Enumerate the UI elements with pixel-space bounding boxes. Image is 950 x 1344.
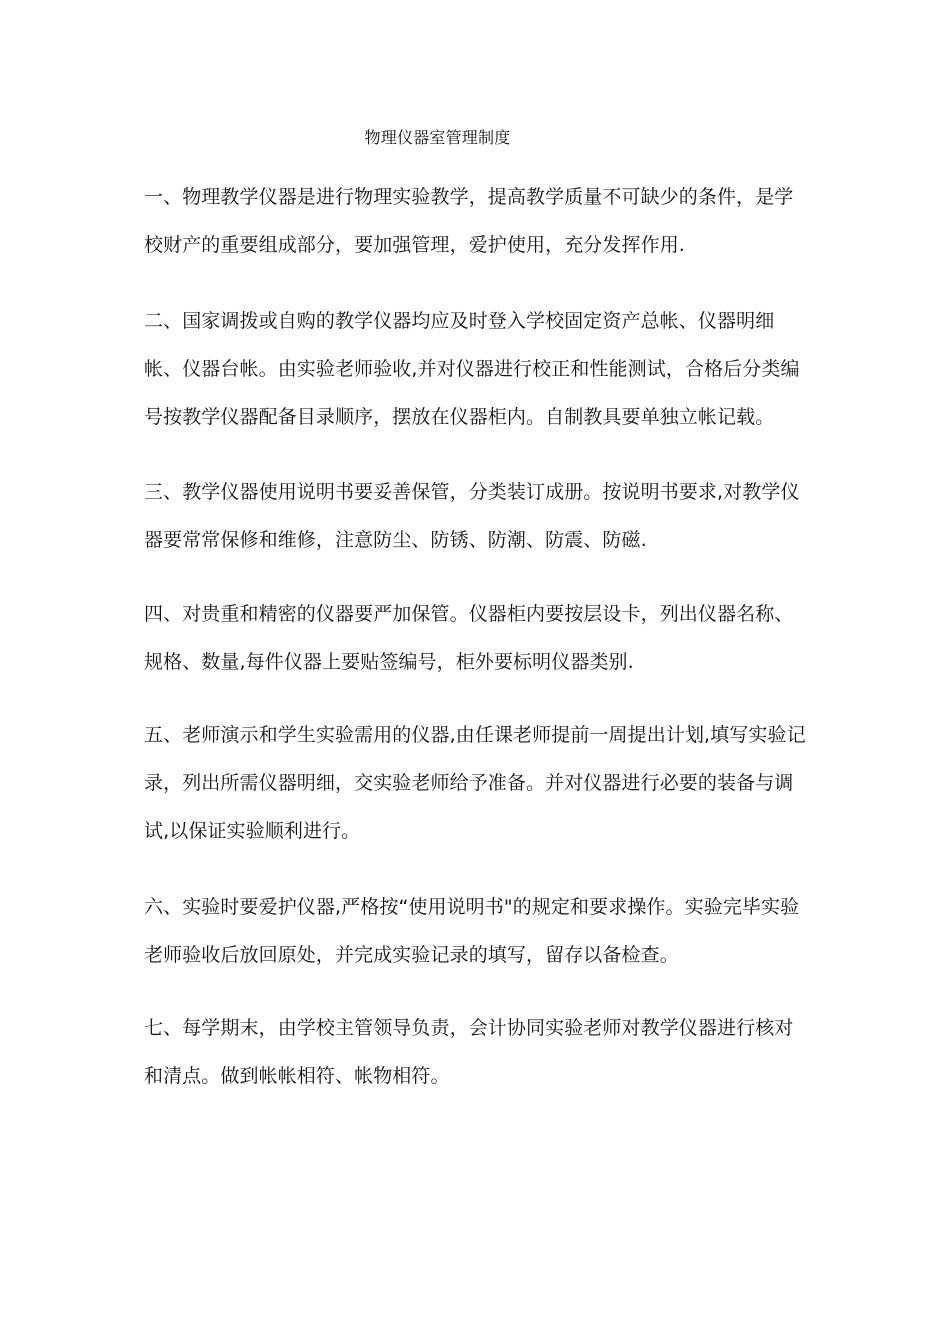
clause-1: 一、物理教学仪器是进行物理实验教学，提高教学质量不可缺少的条件，是学校财产的重要组成部分，要加强管理，爱护使用，充分发挥作用. (144, 186, 794, 256)
clause-3: 三、教学仪器使用说明书要妥善保管，分类装订成册。按说明书要求,对教学仪器要常常保修和维修，注意防尘、防锈、防潮、防震、防磁. (144, 481, 800, 551)
clause-7: 七、每学期末，由学校主管领导负责，会计协同实验老师对教学仪器进行核对和清点。做到帐帐相符、帐物相符。 (144, 1017, 794, 1087)
document-title: 物理仪器室管理制度 (364, 128, 511, 147)
clause-4: 四、对贵重和精密的仪器要严加保管。仪器柜内要按层设卡，列出仪器名称、规格、数量,每件仪器上要贴签编号，柜外要标明仪器类别. (144, 603, 794, 673)
clause-2: 二、国家调拨或自购的教学仪器均应及时登入学校固定资产总帐、仪器明细帐、仪器台帐。由实验老师验收,并对仪器进行校正和性能测试，合格后分类编号按教学仪器配备目录顺序，摆放在仪器柜内。自制教具要单独立帐记载。 (144, 310, 800, 428)
clause-5: 五、老师演示和学生实验需用的仪器,由任课老师提前一周提出计划,填写实验记录，列出所需仪器明细，交实验老师给予准备。并对仪器进行必要的装备与调试,以保证实验顺利进行。 (144, 724, 806, 842)
clause-6: 六、实验时要爱护仪器,严格按“使用说明书"的规定和要求操作。实验完毕实验老师验收后放回原处，并完成实验记录的填写，留存以备检查。 (144, 896, 800, 966)
